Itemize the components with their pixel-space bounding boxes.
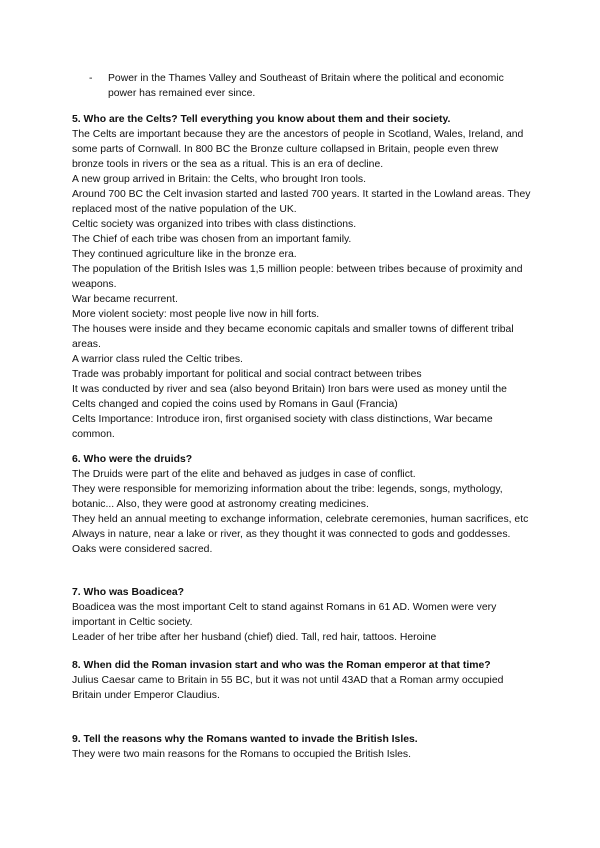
paragraph: Celtic society was organized into tribes with class distinctions. (72, 219, 357, 230)
paragraph: They were responsible for memorizing information about the tribe: legends, songs, mythology, botanic... Also, they were good at astronomy creating medicines. (72, 484, 503, 510)
section-heading: 8. When did the Roman invasion start and who was the Roman emperor at that time? (72, 660, 491, 671)
section-celts (72, 112, 532, 442)
paragraph: Always in nature, near a lake or river, as they thought it was connected to gods and goddesses. Oaks were considered sacred. (72, 529, 511, 555)
paragraph: More violent society: most people live now in hill forts. (72, 309, 320, 320)
paragraph: A new group arrived in Britain: the Celts, who brought Iron tools. (72, 174, 366, 185)
paragraph: Boadicea was the most important Celt to stand against Romans in 61 AD. Women were very important in Celtic society. (72, 602, 497, 628)
bullet-text: Power in the Thames Valley and Southeast of Britain where the political and economic power has remained ever since. (108, 73, 504, 99)
paragraph: War became recurrent. (72, 294, 178, 305)
paragraph: The population of the British Isles was 1,5 million people: between tribes because of proximity and weapons. (72, 264, 523, 290)
paragraph: A warrior class ruled the Celtic tribes. (72, 354, 243, 365)
section-druids (72, 452, 532, 557)
paragraph: The houses were inside and they became economic capitals and smaller towns of different tribal areas. (72, 324, 514, 350)
bullet-dash: - (89, 73, 93, 84)
paragraph: They continued agriculture like in the bronze era. (72, 249, 297, 260)
paragraph: They held an annual meeting to exchange information, celebrate ceremonies, human sacrifices, etc (72, 514, 529, 525)
paragraph: Leader of her tribe after her husband (chief) died. Tall, red hair, tattoos. Heroine (72, 632, 437, 643)
section-heading: 6. Who were the druids? (72, 454, 193, 465)
section-boadicea (72, 585, 532, 645)
section-heading: 5. Who are the Celts? Tell everything you know about them and their society. (72, 114, 451, 125)
paragraph: The Chief of each tribe was chosen from an important family. (72, 234, 352, 245)
paragraph: Around 700 BC the Celt invasion started and lasted 700 years. It started in the Lowland areas. They replaced most of the native population of the UK. (72, 189, 531, 215)
paragraph: Julius Caesar came to Britain in 55 BC, but it was not until 43AD that a Roman army occupied Britain under Emperor Claudius. (72, 675, 504, 701)
paragraph: The Celts are important because they are the ancestors of people in Scotland, Wales, Ireland, and some parts of Cornwall. In 800 BC the Bronze culture collapsed in Britain, people even threw bronze tools in rivers or the sea as a ritual. This is an era of decline. (72, 129, 524, 170)
section-invasion-reasons (72, 732, 532, 762)
paragraph: They were two main reasons for the Romans to occupied the British Isles. (72, 749, 412, 760)
paragraph: Celts Importance: Introduce iron, first organised society with class distinctions, War became common. (72, 414, 493, 440)
section-roman-invasion (72, 658, 532, 703)
section-heading: 9. Tell the reasons why the Romans wanted to invade the British Isles. (72, 734, 418, 745)
paragraph: The Druids were part of the elite and behaved as judges in case of conflict. (72, 469, 416, 480)
section-heading: 7. Who was Boadicea? (72, 587, 185, 598)
paragraph: Trade was probably important for political and social contract between tribes (72, 369, 422, 380)
paragraph: It was conducted by river and sea (also beyond Britain) Iron bars were used as money until the Celts changed and copied the coins used by Romans in Gaul (Francia) (72, 384, 507, 410)
